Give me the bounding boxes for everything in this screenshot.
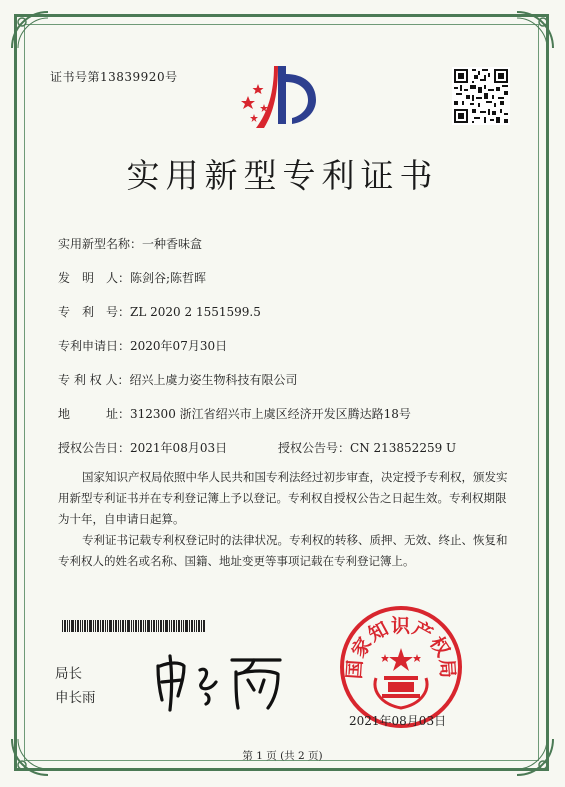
field-value: 2021年08月03日: [130, 441, 228, 455]
field-value: CN 213852259 U: [350, 441, 457, 455]
page-number: 第 1 页 (共 2 页): [242, 750, 323, 762]
certificate-note: [58, 530, 510, 572]
field-label: 发 明 人：: [58, 271, 131, 285]
field-value: 2020年07月30日: [130, 339, 228, 353]
field-label: 授权公告日：: [58, 441, 131, 455]
certificate-title: 实用新型专利证书: [126, 156, 439, 195]
signatory-title: 局长: [55, 666, 82, 682]
field-value: 陈剑谷;陈哲晖: [130, 271, 207, 285]
statement-paragraph-2: 专利证书记载专利权登记时的法律状况。专利权的转移、质押、无效、终止、恢复和专利权人的姓名或名称、国籍、地址变更等事项记载在专利登记簿上。: [58, 533, 508, 568]
field-patent-number: [58, 303, 261, 320]
qr-code-icon: [452, 67, 510, 125]
field-value: ZL 2020 2 1551599.5: [130, 305, 261, 319]
field-label: 专 利 号：: [58, 305, 131, 319]
field-inventor: [58, 269, 206, 286]
field-label: 授权公告号：: [278, 441, 351, 455]
field-patentee: [58, 371, 297, 388]
field-address: [58, 405, 411, 422]
statement-paragraph-1: 国家知识产权局依照中华人民共和国专利法经过初步审查，决定授予专利权，颁发实用新型专利证书并在专利登记簿上予以登记。专利权自授权公告之日起生效。专利权期限为十年，自申请日起算。: [58, 470, 508, 526]
corner-ornament-top-right: [511, 8, 557, 54]
field-grant-date: [58, 439, 227, 456]
barcode-icon: [62, 620, 206, 632]
field-label: 专 利 权 人：: [58, 373, 130, 387]
field-application-date: [58, 337, 227, 354]
seal-text: 国家知识产权局: [343, 615, 459, 680]
field-label: 实用新型名称：: [58, 237, 143, 251]
field-value: 绍兴上虞力姿生物科技有限公司: [129, 373, 298, 387]
field-value: 一种香味盒: [142, 237, 203, 251]
certificate-number: 证书号第13839920号: [50, 70, 178, 84]
handwritten-signature: [150, 652, 290, 712]
field-label: 地 址：: [58, 407, 131, 421]
signatory-name: 申长雨: [55, 690, 96, 706]
field-utility-model-name: [58, 235, 202, 252]
field-value: 312300 浙江省绍兴市上虞区经济开发区腾达路18号: [130, 407, 411, 421]
field-grant-number: [278, 439, 456, 456]
corner-ornament-top-left: [8, 8, 54, 54]
certificate-statement: [58, 467, 510, 530]
seal-date: 2021年08月03日: [349, 714, 447, 728]
cnipa-logo-icon: [234, 62, 318, 132]
field-label: 专利申请日：: [58, 339, 131, 353]
